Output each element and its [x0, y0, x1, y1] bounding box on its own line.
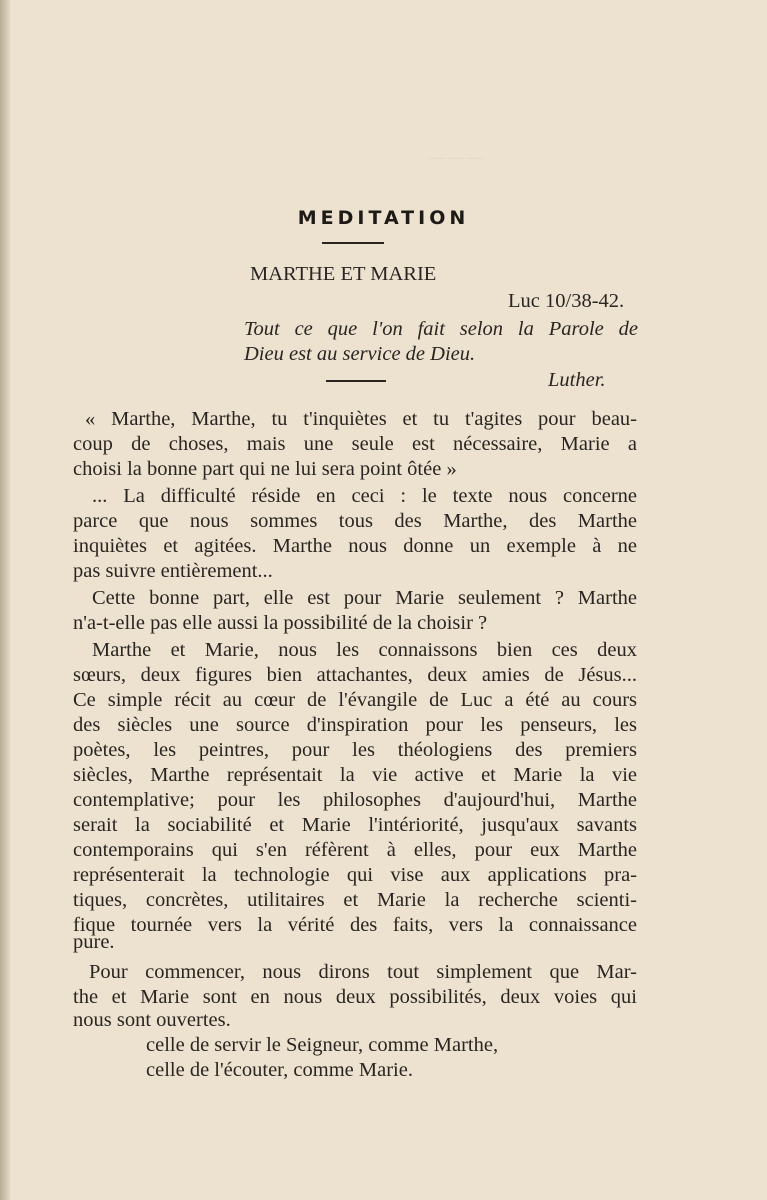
body-line: « Marthe, Marthe, tu t'inquiètes et tu t'agites pour beau- [85, 408, 637, 430]
body-line: parce que nous sommes tous des Marthe, des Marthe [73, 510, 637, 532]
scripture-reference: Luc 10/38-42. [508, 290, 625, 312]
body-line: contemporains qui s'en réfèrent à elles, pour eux Marthe [73, 839, 637, 861]
body-line: serait la sociabilité et Marie l'intériorité, jusqu'aux savants [73, 814, 637, 836]
body-line: n'a-t-elle pas elle aussi la possibilité de la choisir ? [73, 612, 488, 634]
body-line: représenterait la technologie qui vise aux applications pra- [73, 864, 637, 886]
body-line: Marthe et Marie, nous les connaissons bien ces deux [92, 639, 637, 661]
closing-line: celle de l'écouter, comme Marie. [146, 1059, 413, 1081]
show-through-texture: — — — [430, 150, 483, 166]
body-line: pas suivre entièrement... [73, 560, 273, 582]
epigraph-author: Luther. [548, 369, 606, 391]
body-line: fique tournée vers la vérité des faits, vers la connaissance [73, 914, 637, 936]
section-subtitle: MARTHE ET MARIE [250, 263, 437, 285]
body-line: Ce simple récit au cœur de l'évangile de Luc a été au cours [73, 689, 637, 711]
epigraph-rule [326, 380, 386, 382]
body-line: tiques, concrètes, utilitaires et Marie la recherche scienti- [73, 889, 637, 911]
page-title: MEDITATION [297, 207, 470, 229]
body-line: contemplative; pour les philosophes d'aujourd'hui, Marthe [73, 789, 637, 811]
body-line: des siècles une source d'inspiration pour les penseurs, les [73, 714, 637, 736]
body-line: inquiètes et agitées. Marthe nous donne un exemple à ne [73, 535, 637, 557]
body-line: sœurs, deux figures bien attachantes, deux amies de Jésus... [73, 664, 637, 686]
closing-line: celle de servir le Seigneur, comme Marthe, [146, 1034, 499, 1056]
body-line: Cette bonne part, elle est pour Marie seulement ? Marthe [92, 587, 637, 609]
body-line: coup de choses, mais une seule est nécessaire, Marie a [73, 433, 637, 455]
body-line: siècles, Marthe représentait la vie active et Marie la vie [73, 764, 637, 786]
body-line: Pour commencer, nous dirons tout simplement que Mar- [89, 961, 637, 983]
body-line: poètes, les peintres, pour les théologiens des premiers [73, 739, 637, 761]
epigraph-line: Tout ce que l'on fait selon la Parole de [244, 318, 638, 340]
body-line: choisi la bonne part qui ne lui sera point ôtée » [73, 458, 457, 480]
body-line: pure. [73, 931, 115, 953]
epigraph-line: Dieu est au service de Dieu. [244, 343, 476, 365]
body-line: nous sont ouvertes. [73, 1009, 231, 1031]
title-rule [322, 242, 384, 244]
body-line: ... La difficulté réside en ceci : le texte nous concerne [92, 485, 637, 507]
body-line: the et Marie sont en nous deux possibilités, deux voies qui [73, 986, 637, 1008]
page-edge [0, 0, 10, 1200]
